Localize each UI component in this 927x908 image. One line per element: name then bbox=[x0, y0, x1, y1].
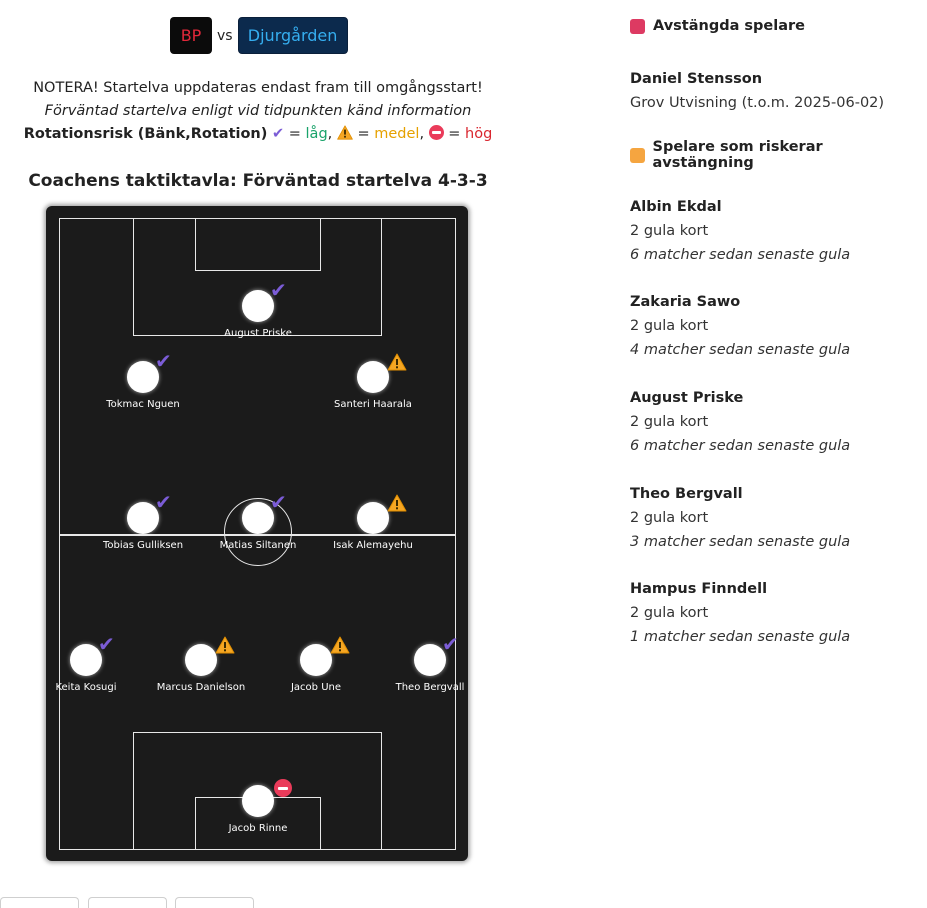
tactics-board-title: Coachens taktiktavla: Förväntad startelva 4-3-3 bbox=[28, 171, 488, 191]
card-count: 2 gula kort bbox=[630, 510, 709, 526]
at-risk-section-title bbox=[630, 139, 920, 171]
legend-medium-label: medel bbox=[374, 126, 420, 142]
stop-icon bbox=[429, 125, 444, 140]
player-name: Marcus Danielson bbox=[156, 682, 246, 693]
legend-low-label: låg bbox=[305, 126, 328, 142]
checkmark-icon: ✔ bbox=[155, 490, 172, 514]
player-name: Matias Siltanen bbox=[219, 540, 297, 551]
matches-since-card: 6 matcher sedan senaste gula bbox=[630, 247, 851, 263]
card-count: 2 gula kort bbox=[630, 223, 709, 239]
at-risk-player bbox=[630, 386, 920, 458]
suspension-detail: Grov Utvisning (t.o.m. 2025-06-02) bbox=[630, 95, 885, 111]
matches-since-card: 3 matcher sedan senaste gula bbox=[630, 534, 851, 550]
tactics-pitch bbox=[46, 206, 468, 861]
player-name: Hampus Finndell bbox=[630, 581, 768, 597]
warning-icon bbox=[387, 353, 407, 371]
player-name: Daniel Stensson bbox=[630, 71, 763, 87]
rotation-risk-legend bbox=[0, 123, 516, 146]
player-name: Albin Ekdal bbox=[630, 199, 722, 215]
matches-since-card: 1 matcher sedan senaste gula bbox=[630, 629, 851, 645]
matches-since-card: 6 matcher sedan senaste gula bbox=[630, 438, 851, 454]
suspended-title-text: Avstängda spelare bbox=[653, 18, 806, 34]
legend-eq: = bbox=[448, 126, 461, 142]
bottom-tab[interactable] bbox=[175, 897, 254, 908]
player-name: Isak Alemayehu bbox=[333, 540, 413, 551]
warning-icon bbox=[387, 494, 407, 512]
player-name: Theo Bergvall bbox=[395, 682, 465, 693]
bottom-tab[interactable] bbox=[0, 897, 79, 908]
player-token[interactable] bbox=[185, 644, 217, 676]
player-name: Zakaria Sawo bbox=[630, 294, 741, 310]
at-risk-player bbox=[630, 195, 920, 267]
player-name: Santeri Haarala bbox=[334, 399, 412, 410]
expected-lineup-note: Förväntad startelva enligt vid tidpunkten känd information bbox=[44, 103, 472, 119]
player-name: August Priske bbox=[224, 328, 292, 339]
player-name: Keita Kosugi bbox=[55, 682, 117, 693]
match-header bbox=[170, 17, 348, 54]
player-name: Tokmac Nguen bbox=[106, 399, 180, 410]
suspended-player bbox=[630, 67, 920, 115]
squad-status-panel bbox=[630, 18, 920, 649]
player-name: Jacob Une bbox=[290, 682, 342, 693]
legend-eq: = bbox=[288, 126, 301, 142]
checkmark-icon: ✔ bbox=[270, 278, 287, 302]
checkmark-icon: ✔ bbox=[98, 632, 115, 656]
player-token[interactable] bbox=[357, 361, 389, 393]
at-risk-title-text: Spelare som riskerar avstängning bbox=[652, 139, 823, 171]
legend-high-label: hög bbox=[465, 126, 493, 142]
legend-eq: = bbox=[357, 126, 370, 142]
legend-title: Rotationsrisk (Bänk,Rotation) bbox=[23, 126, 268, 142]
checkmark-icon: ✔ bbox=[272, 126, 285, 142]
card-count: 2 gula kort bbox=[630, 414, 709, 430]
update-notice: NOTERA! Startelva uppdateras endast fram till omgångsstart! bbox=[33, 80, 483, 96]
player-token[interactable] bbox=[242, 785, 274, 817]
player-token[interactable] bbox=[300, 644, 332, 676]
player-name: August Priske bbox=[630, 390, 744, 406]
player-token[interactable] bbox=[357, 502, 389, 534]
checkmark-icon: ✔ bbox=[155, 349, 172, 373]
card-count: 2 gula kort bbox=[630, 605, 709, 621]
player-name: Tobias Gulliksen bbox=[102, 540, 184, 551]
at-risk-player bbox=[630, 482, 920, 554]
lineup-notes bbox=[0, 77, 516, 146]
at-risk-player bbox=[630, 290, 920, 362]
player-name: Theo Bergvall bbox=[630, 486, 743, 502]
red-square-icon bbox=[630, 19, 645, 34]
vs-label: vs bbox=[217, 27, 233, 44]
legend-comma: , bbox=[419, 126, 425, 142]
goal-area-top bbox=[195, 218, 321, 271]
warning-icon bbox=[215, 636, 235, 654]
stop-icon bbox=[274, 779, 292, 797]
checkmark-icon: ✔ bbox=[442, 632, 459, 656]
orange-square-icon bbox=[630, 148, 645, 163]
away-team-badge[interactable]: Djurgården bbox=[238, 17, 348, 54]
warning-icon bbox=[337, 125, 353, 148]
legend-comma: , bbox=[327, 126, 333, 142]
checkmark-icon: ✔ bbox=[270, 490, 287, 514]
suspended-section-title bbox=[630, 18, 920, 34]
bottom-tab[interactable] bbox=[88, 897, 167, 908]
matches-since-card: 4 matcher sedan senaste gula bbox=[630, 342, 851, 358]
player-name: Jacob Rinne bbox=[228, 823, 288, 834]
home-team-badge[interactable]: BP bbox=[170, 17, 212, 54]
at-risk-player bbox=[630, 577, 920, 649]
warning-icon bbox=[330, 636, 350, 654]
card-count: 2 gula kort bbox=[630, 318, 709, 334]
